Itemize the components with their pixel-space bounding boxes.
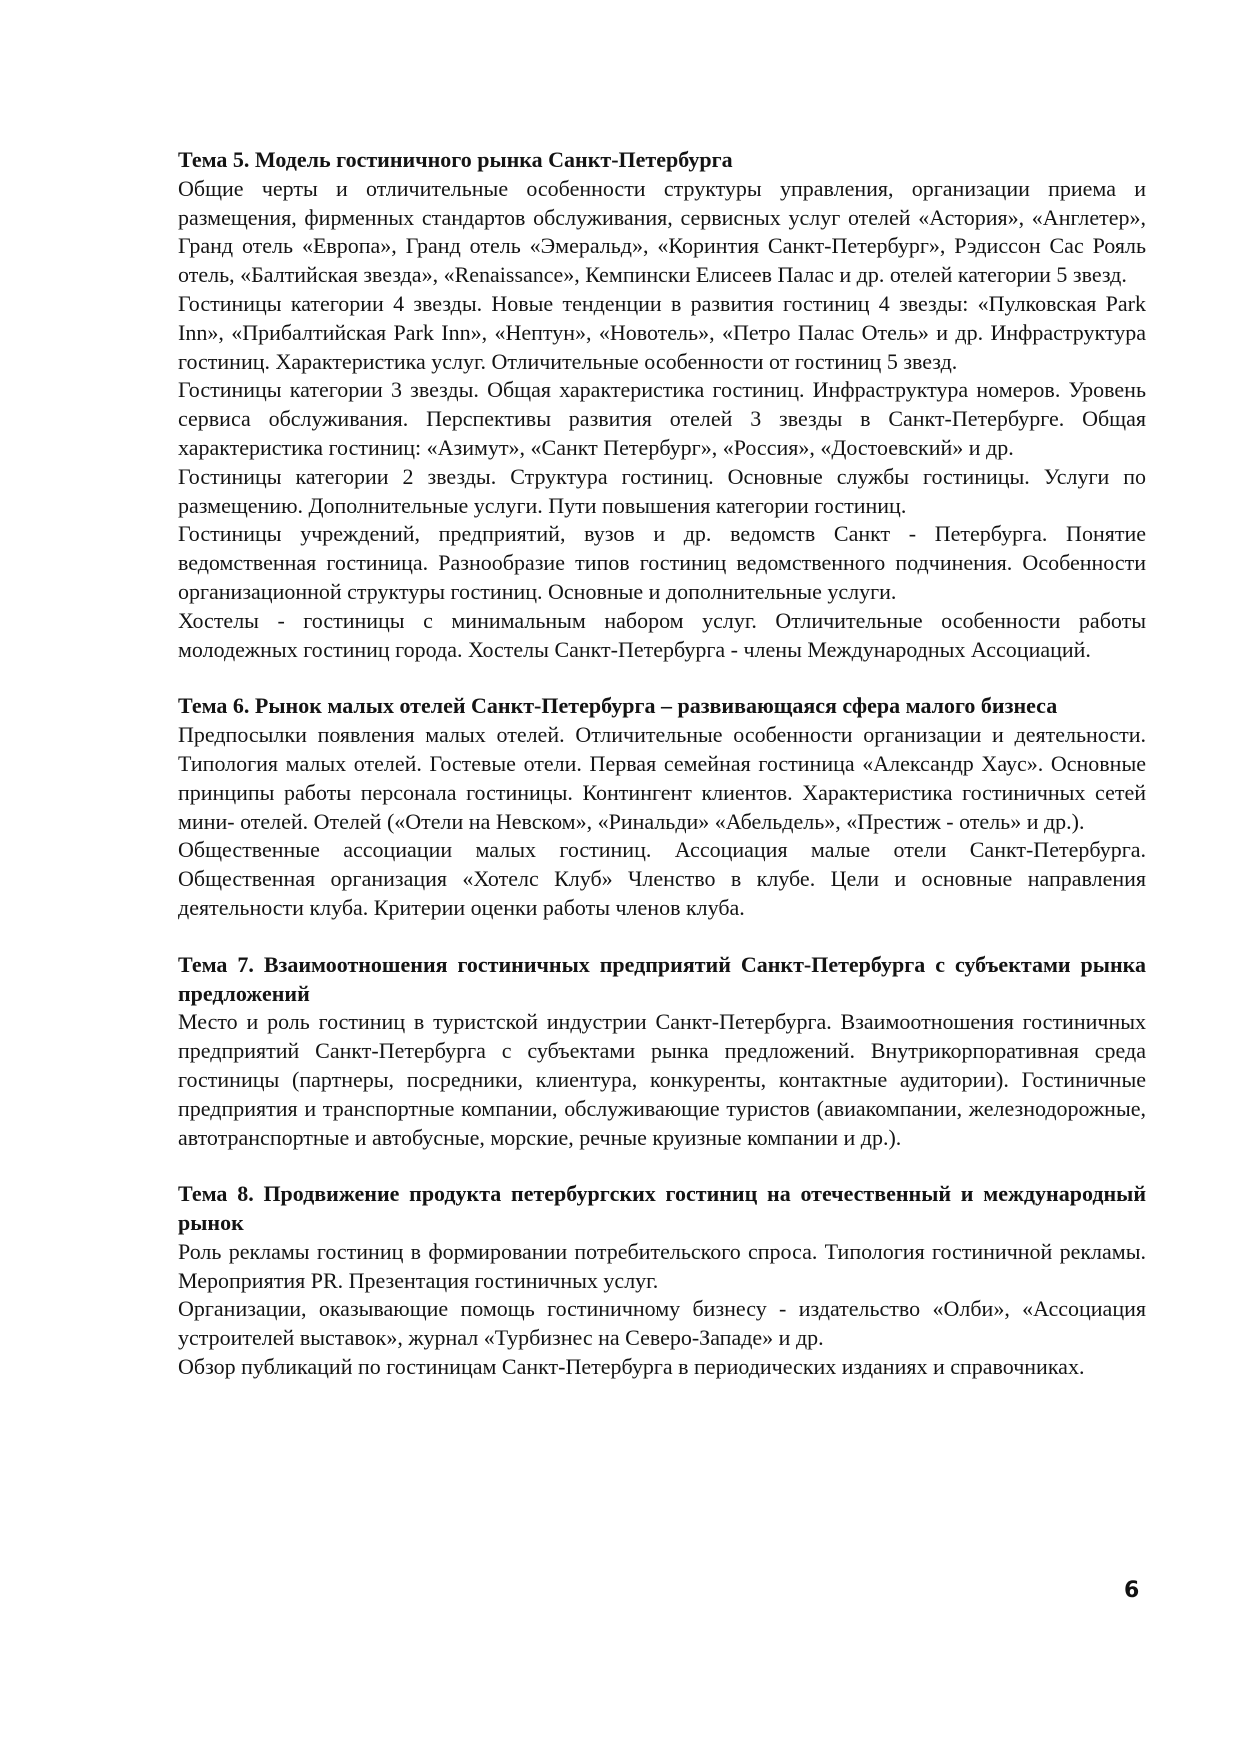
section-heading: Тема 8. Продвижение продукта петербургских гостиниц на отечественный и международный рынок: [178, 1181, 1146, 1236]
section-topic-6: [178, 692, 1146, 922]
section-heading: Тема 5. Модель гостиничного рынка Санкт-Петербурга: [178, 147, 733, 172]
section-topic-8: [178, 1180, 1146, 1382]
section-heading: Тема 6. Рынок малых отелей Санкт-Петербурга – развивающаяся сфера малого бизнеса: [178, 693, 1058, 719]
paragraph: Гостиницы категории 3 звезды. Общая характеристика гостиниц. Инфраструктура номеров. Уровень сервиса обслуживания. Перспективы развития отелей 3 звезды в Санкт-Петербурге. Общая характеристика гостиниц: «Азимут», «Санкт Петербург», «Россия», «Достоевский» и др.: [178, 377, 1146, 460]
page-number: 6: [1124, 1578, 1140, 1603]
section-topic-5: [178, 146, 1146, 664]
section-topic-7: [178, 951, 1146, 1153]
paragraph: Место и роль гостиниц в туристской индустрии Санкт-Петербурга. Взаимоотношения гостиничных предприятий Санкт-Петербурга с субъектами рынка предложений. Внутрикорпоративная среда гостиницы (партнеры, посредники, клиентура, конкуренты, контактные аудитории). Гостиничные предприятия и транспортные компании, обслуживающие туристов (авиакомпании, железнодорожные, автотранспортные и автобусные, морские, речные круизные компании и др.).: [178, 1009, 1146, 1150]
paragraph: Обзор публикаций по гостиницам Санкт-Петербурга в периодических изданиях и справочниках.: [178, 1354, 1085, 1380]
paragraph: Хостелы - гостиницы с минимальным набором услуг. Отличительные особенности работы молодежных гостиниц города. Хостелы Санкт-Петербурга - члены Международных Ассоциаций.: [178, 607, 1146, 662]
document-body: [178, 146, 1146, 1382]
paragraph: Гостиницы категории 2 звезды. Структура гостиниц. Основные службы гостиницы. Услуги по размещению. Дополнительные услуги. Пути повышения категории гостиниц.: [178, 463, 1146, 518]
paragraph: Общественные ассоциации малых гостиниц. Ассоциация малые отели Санкт-Петербурга. Общественная организация «Хотелс Клуб» Членство в клубе. Цели и основные направления деятельности клуба. Критерии оценки работы членов клуба.: [178, 837, 1146, 920]
paragraph: Роль рекламы гостиниц в формировании потребительского спроса. Типология гостиничной рекламы. Мероприятия PR. Презентация гостиничных услуг.: [178, 1238, 1146, 1293]
paragraph: Гостиницы категории 4 звезды. Новые тенденции в развития гостиниц 4 звезды: «Пулковская Park Inn», «Прибалтийская Park Inn», «Нептун», «Новотель», «Петро Палас Отель» и др. Инфраструктура гостиниц. Характеристика услуг. Отличительные особенности от гостиниц 5 звезд.: [178, 290, 1146, 374]
paragraph: Гостиницы учреждений, предприятий, вузов и др. ведомств Санкт - Петербурга. Понятие ведомственная гостиница. Разнообразие типов гостиниц ведомственного подчинения. Особенности организационной структуры гостиниц. Основные и дополнительные услуги.: [178, 521, 1146, 604]
paragraph: Организации, оказывающие помощь гостиничному бизнесу - издательство «Олби», «Ассоциация устроителей выставок», журнал «Турбизнес на Северо-Западе» и др.: [178, 1296, 1146, 1351]
paragraph: Общие черты и отличительные особенности структуры управления, организации приема и размещения, фирменных стандартов обслуживания, сервисных услуг отелей «Астория», «Англетер», Гранд отель «Европа», Гранд отель «Эмеральд», «Коринтия Санкт-Петербург», Рэдиссон Сас Рояль отель, «Балтийская звезда», «Renaissance», Кемпински Елисеев Палас и др. отелей категории 5 звезд.: [178, 175, 1146, 288]
section-heading: Тема 7. Взаимоотношения гостиничных предприятий Санкт-Петербурга с субъектами рынка предложений: [178, 951, 1146, 1006]
paragraph: Предпосылки появления малых отелей. Отличительные особенности организации и деятельности. Типология малых отелей. Гостевые отели. Первая семейная гостиница «Александр Хаус». Основные принципы работы персонала гостиницы. Контингент клиентов. Характеристика гостиничных сетей мини- отелей. Отелей («Отели на Невском», «Ринальди» «Абельдель», «Престиж - отель» и др.).: [178, 722, 1146, 834]
